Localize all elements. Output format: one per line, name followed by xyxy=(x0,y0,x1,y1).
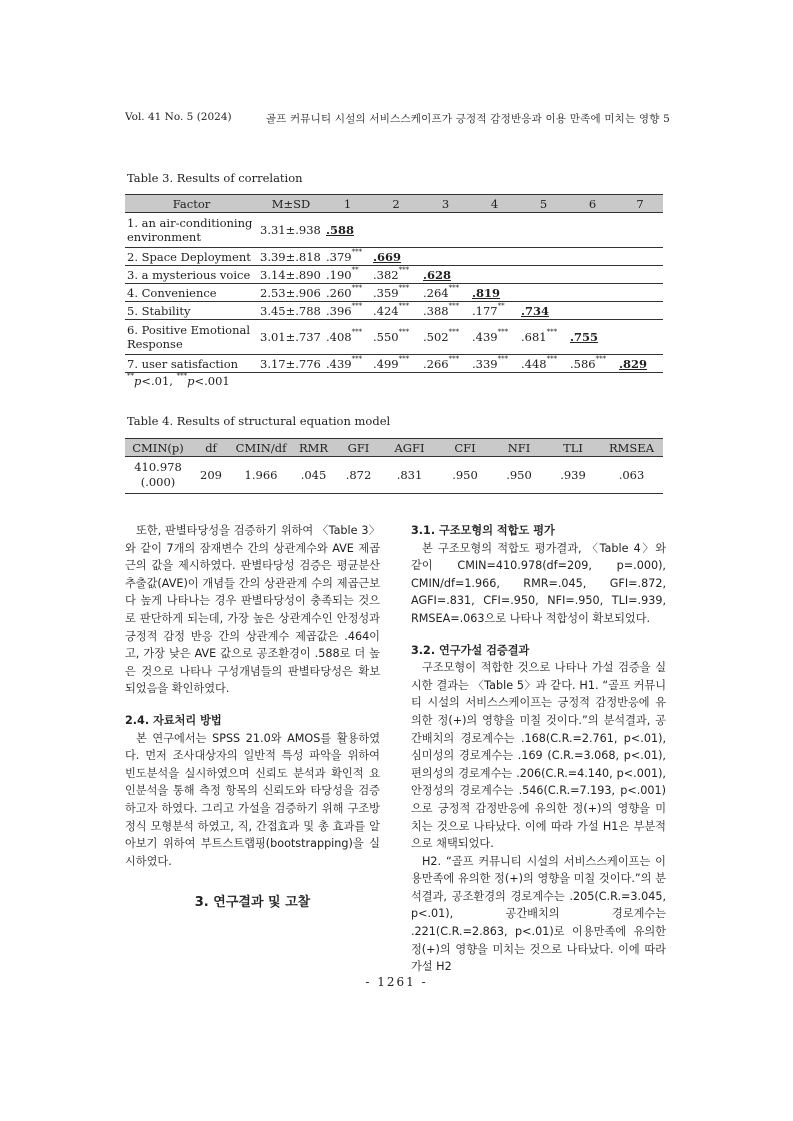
cell-gfi: .872 xyxy=(336,457,381,494)
col-header: CMIN/df xyxy=(231,439,291,457)
cell-nfi: .950 xyxy=(492,457,546,494)
corr-cell xyxy=(617,248,663,266)
corr-cell xyxy=(568,302,617,320)
corr-cell: .408*** xyxy=(324,320,371,355)
col-header: AGFI xyxy=(381,439,438,457)
factor-cell: 6. Positive Emotional Response xyxy=(125,320,258,355)
page-number: - 1261 - xyxy=(365,975,428,989)
corr-cell: .424*** xyxy=(371,302,421,320)
section-heading: 3.2. 연구가설 검증결과 xyxy=(411,643,530,657)
msd-cell: 3.17±.776 xyxy=(258,355,324,373)
table3-header-row xyxy=(125,195,663,213)
corr-cell: .550*** xyxy=(371,320,421,355)
msd-cell: 3.39±.818 xyxy=(258,248,324,266)
msd-cell: 3.01±.737 xyxy=(258,320,324,355)
factor-cell: 2. Space Deployment xyxy=(125,248,258,266)
col-header: CMIN(p) xyxy=(125,439,191,457)
cell-cfi: .950 xyxy=(438,457,492,494)
section-heading: 3.1. 구조모형의 적합도 평가 xyxy=(411,524,555,537)
corr-cell xyxy=(617,284,663,302)
corr-cell xyxy=(617,320,663,355)
corr-cell: .266*** xyxy=(421,355,470,373)
col-header: TLI xyxy=(546,439,600,457)
msd-cell: 3.14±.890 xyxy=(258,266,324,284)
corr-cell: .502*** xyxy=(421,320,470,355)
corr-cell xyxy=(519,266,568,284)
table-row xyxy=(125,320,663,355)
corr-cell xyxy=(470,213,519,248)
msd-cell: 3.31±.938 xyxy=(258,213,324,248)
col-header: 2 xyxy=(371,195,421,213)
corr-cell: .734 xyxy=(519,302,568,320)
corr-cell: .379*** xyxy=(324,248,371,266)
corr-cell: .829 xyxy=(617,355,663,373)
table-row xyxy=(125,266,663,284)
factor-cell: 1. an air-conditioning environment xyxy=(125,213,258,248)
corr-cell: .190** xyxy=(324,266,371,284)
corr-cell: .681*** xyxy=(519,320,568,355)
col-header: 4 xyxy=(470,195,519,213)
col-header: 6 xyxy=(568,195,617,213)
corr-cell xyxy=(617,302,663,320)
msd-cell: 2.53±.906 xyxy=(258,284,324,302)
cell-df: 209 xyxy=(191,457,231,494)
corr-cell: .819 xyxy=(470,284,519,302)
cell-rmr: .045 xyxy=(291,457,336,494)
col-header: 5 xyxy=(519,195,568,213)
corr-cell: .755 xyxy=(568,320,617,355)
table4-caption: Table 4. Results of structural equation model xyxy=(127,414,391,428)
corr-cell: .499*** xyxy=(371,355,421,373)
cell-cmin-df: 1.966 xyxy=(231,457,291,494)
corr-cell: .396*** xyxy=(324,302,371,320)
right-column xyxy=(411,522,666,976)
msd-cell: 3.45±.788 xyxy=(258,302,324,320)
corr-cell: .439*** xyxy=(470,320,519,355)
corr-cell: .382*** xyxy=(371,266,421,284)
paragraph: 또한, 판별타당성을 검증하기 위하여 〈Table 3〉와 같이 7개의 잠재변수 간의 상관계수와 AVE 제곱근의 값을 제시하였다. 판별타당성 검증은 평균분산추출값(AVE)이 개념들 간의 상관관계 수의 제곱근보다 높게 나타나는 경우 판별타당성이 충족되는 것으로 판단하게 되는데, 가장 높은 상관계수인 안정성과 긍정적 감정 반응 간의 상관계수 제곱값은 .464이고, 가장 낮은 AVE 값으로 공조환경이 .588로 더 높은 것으로 나타나 구성개념들의 판별타당성은 확보되었음을 확인하였다. xyxy=(125,524,380,696)
paragraph: 본 구조모형의 적합도 평가결과, 〈Table 4〉와 같이 CMIN=410.978(df=209, p=.000), CMIN/df=1.966, RMR=.045, GFI=.872, AGFI=.831, CFI=.950, NFI=.950, TLI=.939, RMSEA=.063으로 나타나 적합성이 확보되었다. xyxy=(411,541,666,625)
col-header: 3 xyxy=(421,195,470,213)
col-header: 1 xyxy=(324,195,371,213)
col-header: CFI xyxy=(438,439,492,457)
corr-cell xyxy=(470,266,519,284)
paragraph: 구조모형이 적합한 것으로 나타나 가설 검증을 실시한 결과는 〈Table 5〉과 같다. H1. “골프 커뮤니티 시설의 서비스스케이프는 긍정적 감정반응에 유의한 정(+)의 영향을 미칠 것이다.”의 분석결과, 공간배치의 경로계수는 .168(C.R.=2.761, p<.01), 심미성의 경로계수는 .169 (C.R.=3.068, p<.01), 편의성의 경로계수는 .206(C.R.=4.140, p<.001), 안정성의 경로계수는 .546(C.R.=7.193, p<.001)으로 긍정적 감정반응에 유의한 정(+)의 영향을 미치는 것으로 나타났다. 이에 따라 가설 H1은 부분적으로 채택되었다. xyxy=(411,661,666,851)
corr-cell xyxy=(617,266,663,284)
col-header: df xyxy=(191,439,231,457)
factor-cell: 7. user satisfaction xyxy=(125,355,258,373)
corr-cell: .260*** xyxy=(324,284,371,302)
corr-cell xyxy=(519,284,568,302)
cell-rmsea: .063 xyxy=(600,457,663,494)
table-row xyxy=(125,457,663,494)
corr-cell xyxy=(470,248,519,266)
factor-cell: 4. Convenience xyxy=(125,284,258,302)
corr-cell: .628 xyxy=(421,266,470,284)
col-header: GFI xyxy=(336,439,381,457)
col-header: 7 xyxy=(617,195,663,213)
header-title: 골프 커뮤니티 시설의 서비스스케이프가 긍정적 감정반응과 이용 만족에 미치는 영향 5 xyxy=(265,113,670,125)
significance-note: **p<.01, ***p<.001 xyxy=(127,372,230,388)
corr-cell: .264*** xyxy=(421,284,470,302)
corr-cell xyxy=(519,248,568,266)
correlation-table xyxy=(125,194,663,373)
cell-cmin: 410.978 (.000) xyxy=(125,457,191,494)
table-row xyxy=(125,213,663,248)
col-header: RMR xyxy=(291,439,336,457)
table-row xyxy=(125,248,663,266)
paragraph: H2. “골프 커뮤니티 시설의 서비스스케이프는 이용만족에 유의한 정(+)의 영향을 미칠 것이다.”의 분석결과, 공조환경의 경로계수는 .205(C.R.=3.045, p<.01), 공간배치의 경로계수는 .221(C.R.=2.863, p<.01)로 이용만족에 유의한 정(+)의 영향을 미치는 것으로 나타났다. 이에 따라 가설 H2 xyxy=(411,854,666,974)
corr-cell: .588 xyxy=(324,213,371,248)
section-heading: 2.4. 자료처리 방법 xyxy=(125,713,222,727)
table4-header-row xyxy=(125,439,663,457)
corr-cell: .448*** xyxy=(519,355,568,373)
corr-cell: .359*** xyxy=(371,284,421,302)
corr-cell: .339*** xyxy=(470,355,519,373)
table-row xyxy=(125,284,663,302)
table3-caption: Table 3. Results of correlation xyxy=(127,171,303,185)
corr-cell xyxy=(568,266,617,284)
factor-cell: 3. a mysterious voice xyxy=(125,266,258,284)
cell-agfi: .831 xyxy=(381,457,438,494)
sem-table xyxy=(125,438,663,494)
corr-cell: .439*** xyxy=(324,355,371,373)
corr-cell: .388*** xyxy=(421,302,470,320)
col-header: M±SD xyxy=(258,195,324,213)
corr-cell xyxy=(617,213,663,248)
factor-cell: 5. Stability xyxy=(125,302,258,320)
corr-cell xyxy=(568,213,617,248)
corr-cell: .586*** xyxy=(568,355,617,373)
chapter-heading: 3. 연구결과 및 고찰 xyxy=(194,895,311,911)
volume-info: Vol. 41 No. 5 (2024) xyxy=(125,111,232,123)
left-column xyxy=(125,522,380,912)
cell-tli: .939 xyxy=(546,457,600,494)
corr-cell xyxy=(568,248,617,266)
running-header xyxy=(125,111,670,126)
table-row xyxy=(125,302,663,320)
corr-cell xyxy=(519,213,568,248)
paragraph: 본 연구에서는 SPSS 21.0와 AMOS를 활용하였다. 먼저 조사대상자의 일반적 특성 파악을 위하여 빈도분석을 실시하였으며 신뢰도 분석과 확인적 요인분석을 통해 측정 항목의 신뢰도와 타당성을 검증하고자 하였다. 그리고 가설을 검증하기 위해 구조방정식 모형분석 하였고, 직, 간접효과 및 총 효과를 알아보기 위하여 부트스트랩핑(bootstrapping)을 실시하였다. xyxy=(125,731,380,868)
col-header: NFI xyxy=(492,439,546,457)
corr-cell: .177** xyxy=(470,302,519,320)
corr-cell xyxy=(421,213,470,248)
col-header: Factor xyxy=(125,195,258,213)
corr-cell: .669 xyxy=(371,248,421,266)
col-header: RMSEA xyxy=(600,439,663,457)
corr-cell xyxy=(568,284,617,302)
table-row xyxy=(125,355,663,373)
corr-cell xyxy=(421,248,470,266)
corr-cell xyxy=(371,213,421,248)
